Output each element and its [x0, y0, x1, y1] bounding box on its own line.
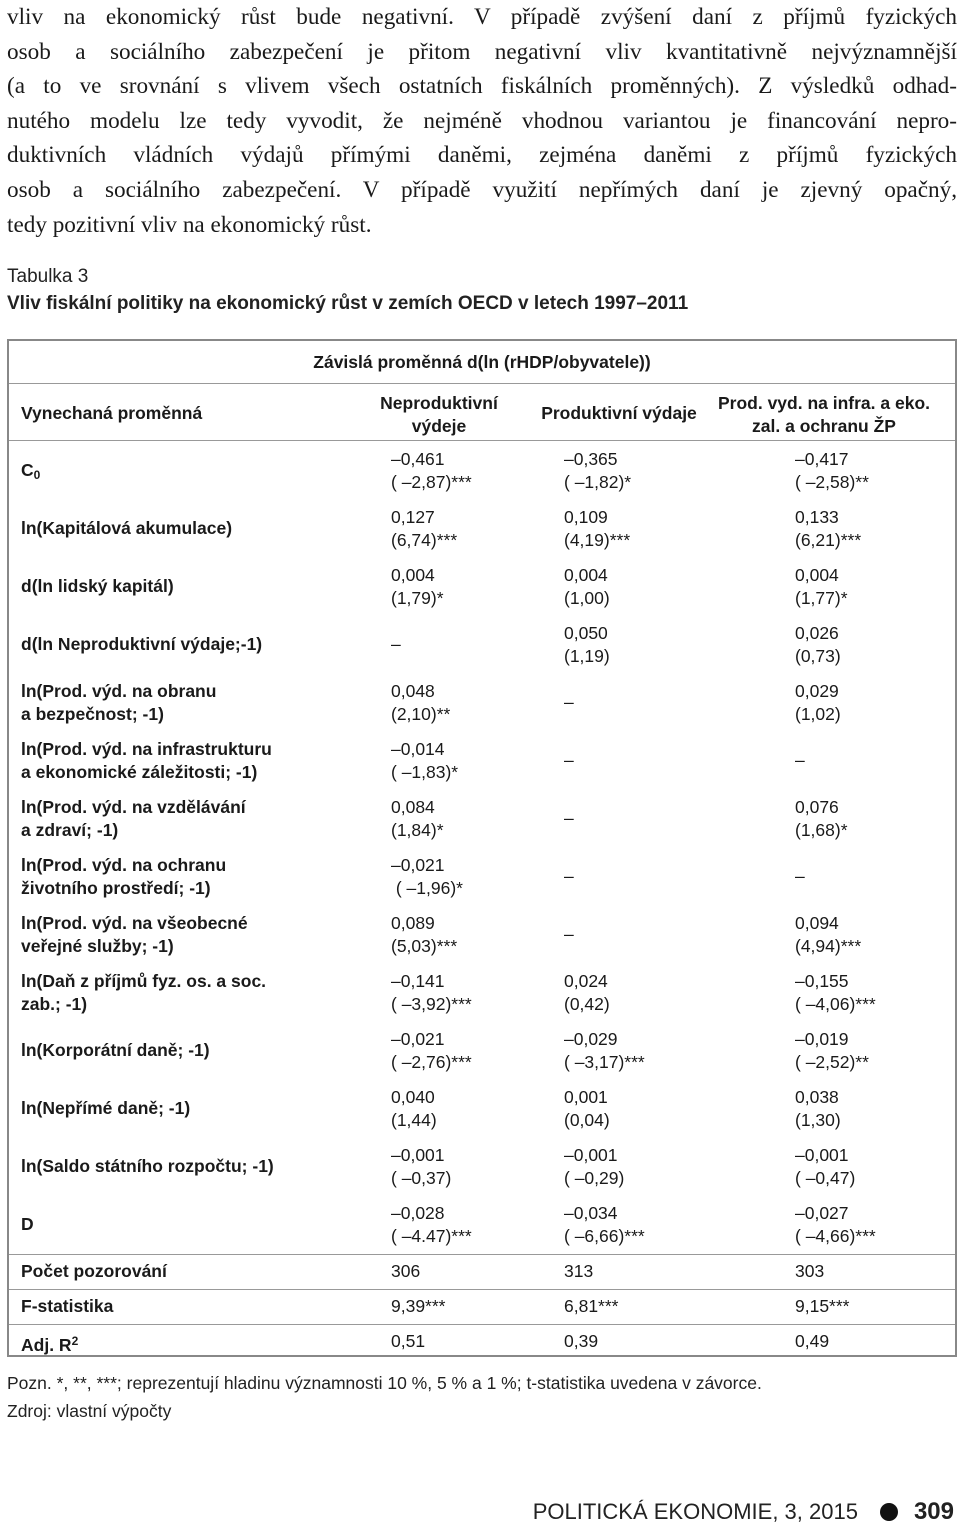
value-cell: –0,001 ( –0,47) [795, 1145, 856, 1188]
table-divider [9, 383, 955, 384]
stat-value: 306 [391, 1261, 421, 1281]
omitted-variable-header: Vynechaná proměnná [21, 403, 203, 423]
value-cell: – [564, 866, 574, 886]
body-line: osob a sociálního zabezpečení. V případě využití nepřímých daní je zjevný opačný, [7, 176, 957, 203]
value-cell: 0,133 (6,21)*** [795, 507, 862, 550]
table-source: Zdroj: vlastní výpočty [7, 1401, 172, 1421]
stat-label-f-statistic: F-statistika [21, 1296, 114, 1316]
table-divider [9, 1254, 955, 1255]
page-number: 309 [913, 1498, 954, 1525]
body-line: osob a sociálního zabezpečení je přitom negativní vliv kvantitativně nejvýznamnější [7, 38, 957, 65]
value-cell: 0,004 (1,79)* [391, 565, 444, 608]
value-cell: –0,461 ( –2,87)*** [391, 449, 472, 492]
value-cell: 0,001 (0,04) [564, 1087, 610, 1130]
value-cell: 0,026 (0,73) [795, 623, 841, 666]
table-label: Tabulka 3 [7, 266, 89, 287]
row-label: d(ln lidský kapitál) [21, 576, 174, 596]
row-label: d(ln Neproduktivní výdaje;-1) [21, 634, 263, 654]
page-footer [533, 1498, 954, 1526]
value-cell: 0,048 (2,10)** [391, 681, 451, 724]
value-cell: –0,365 ( –1,82)* [564, 449, 632, 492]
row-label: D [21, 1214, 34, 1234]
row-label: ln(Korporátní daně; -1) [21, 1040, 210, 1060]
table-title: Vliv fiskální politiky na ekonomický růst v zemích OECD v letech 1997–2011 [7, 293, 689, 314]
value-cell: 0,038 (1,30) [795, 1087, 841, 1130]
value-cell: – [795, 866, 805, 886]
body-line: nutého modelu lze tedy vyvodit, že nejméně vhodnou variantou je financování nepro- [7, 107, 957, 134]
value-cell: –0,141 ( –3,92)*** [391, 971, 472, 1014]
value-cell: –0,027 ( –4,66)*** [795, 1203, 876, 1246]
row-label: ln(Prod. výd. na všeobecné veřejné služby; -1) [21, 913, 248, 956]
value-cell: 0,109 (4,19)*** [564, 507, 631, 550]
bullet-icon [880, 1503, 898, 1521]
value-cell: –0,021 ( –1,96)* [391, 855, 463, 898]
value-cell: – [564, 808, 574, 828]
value-cell: 0,004 (1,00) [564, 565, 610, 608]
table-divider [9, 1324, 955, 1325]
row-label: ln(Saldo státního rozpočtu; -1) [21, 1156, 274, 1176]
row-label: ln(Prod. výd. na infrastrukturu a ekonomické záležitosti; -1) [21, 739, 272, 782]
value-cell: 0,076 (1,68)* [795, 797, 848, 840]
value-cell: –0,001 ( –0,29) [564, 1145, 625, 1188]
value-cell: – [795, 750, 805, 770]
row-label: ln(Prod. výd. na ochranu životního prostředí; -1) [21, 855, 227, 898]
stat-value: 0,39 [564, 1331, 599, 1351]
stat-value: 303 [795, 1261, 825, 1281]
row-label: ln(Kapitálová akumulace) [21, 518, 233, 538]
value-cell: – [564, 692, 574, 712]
body-line: tedy pozitivní vliv na ekonomický růst. [7, 211, 372, 238]
col-header-unproductive: Neproduktivní výdeje [380, 393, 498, 436]
value-cell: 0,094 (4,94)*** [795, 913, 862, 956]
value-cell: –0,014 ( –1,83)* [391, 739, 459, 782]
value-cell: 0,084 (1,84)* [391, 797, 444, 840]
value-cell: – [564, 924, 574, 944]
value-cell: –0,029 ( –3,17)*** [564, 1029, 645, 1072]
stat-value: 9,39*** [391, 1296, 446, 1316]
table-divider [9, 1289, 955, 1290]
value-cell: 0,029 (1,02) [795, 681, 841, 724]
value-cell: –0,417 ( –2,58)** [795, 449, 869, 492]
results-table [7, 339, 957, 1357]
value-cell: – [391, 634, 401, 654]
stat-value: 6,81*** [564, 1296, 619, 1316]
row-label: ln(Nepřímé daně; -1) [21, 1098, 191, 1118]
row-label: ln(Prod. výd. na vzdělávání a zdraví; -1) [21, 797, 246, 840]
value-cell: –0,001 ( –0,37) [391, 1145, 452, 1188]
stat-value: 0,51 [391, 1331, 426, 1351]
table-note: Pozn. *, **, ***; reprezentují hladinu významnosti 10 %, 5 % a 1 %; t-statistika uvedena v závorce. [7, 1373, 762, 1393]
value-cell: 0,040 (1,44) [391, 1087, 437, 1130]
row-label: ln(Prod. výd. na obranu a bezpečnost; -1) [21, 681, 217, 724]
value-cell: 0,050 (1,19) [564, 623, 610, 666]
stat-label-adj-r2: Adj. $R^2$ [21, 1334, 79, 1355]
stat-value: 9,15*** [795, 1296, 850, 1316]
stat-label-observations: Počet pozorování [21, 1261, 167, 1281]
value-cell: –0,028 ( –4.47)*** [391, 1203, 472, 1246]
value-cell: 0,024 (0,42) [564, 971, 610, 1014]
stat-value: 313 [564, 1261, 594, 1281]
col-header-productive: Produktivní výdaje [541, 403, 697, 423]
value-cell: –0,155 ( –4,06)*** [795, 971, 876, 1014]
body-paragraph [7, 0, 957, 242]
dependent-variable-header: Závislá proměnná d(ln (rHDP/obyvatele)) [313, 352, 651, 372]
body-line: vliv na ekonomický růst bude negativní. V případě zvýšení daní z příjmů fyzických [7, 4, 957, 30]
row-label: ln(Daň z příjmů fyz. os. a soc. zab.; -1) [21, 971, 267, 1014]
journal-name: POLITICKÁ EKONOMIE, 3, 2015 [532, 1499, 858, 1524]
body-line: (a to ve srovnání s vlivem všech ostatních fiskálních proměnných). Z výsledků odhad- [7, 73, 957, 100]
value-cell: –0,021 ( –2,76)*** [391, 1029, 472, 1072]
stat-value: 0,49 [795, 1331, 830, 1351]
body-line: duktivních vládních výdajů přímými daněmi, zejména daněmi z příjmů fyzických [7, 142, 957, 169]
row-label: $C_0$ [21, 460, 41, 482]
table-divider [9, 440, 955, 441]
value-cell: –0,019 ( –2,52)** [795, 1029, 869, 1072]
value-cell: –0,034 ( –6,66)*** [564, 1203, 645, 1246]
value-cell: 0,127 (6,74)*** [391, 507, 458, 550]
value-cell: 0,089 (5,03)*** [391, 913, 458, 956]
value-cell: – [564, 750, 574, 770]
col-header-infra-env: Prod. vyd. na infra. a eko. zal. a ochranu ŽP [717, 393, 930, 436]
value-cell: 0,004 (1,77)* [795, 565, 848, 608]
